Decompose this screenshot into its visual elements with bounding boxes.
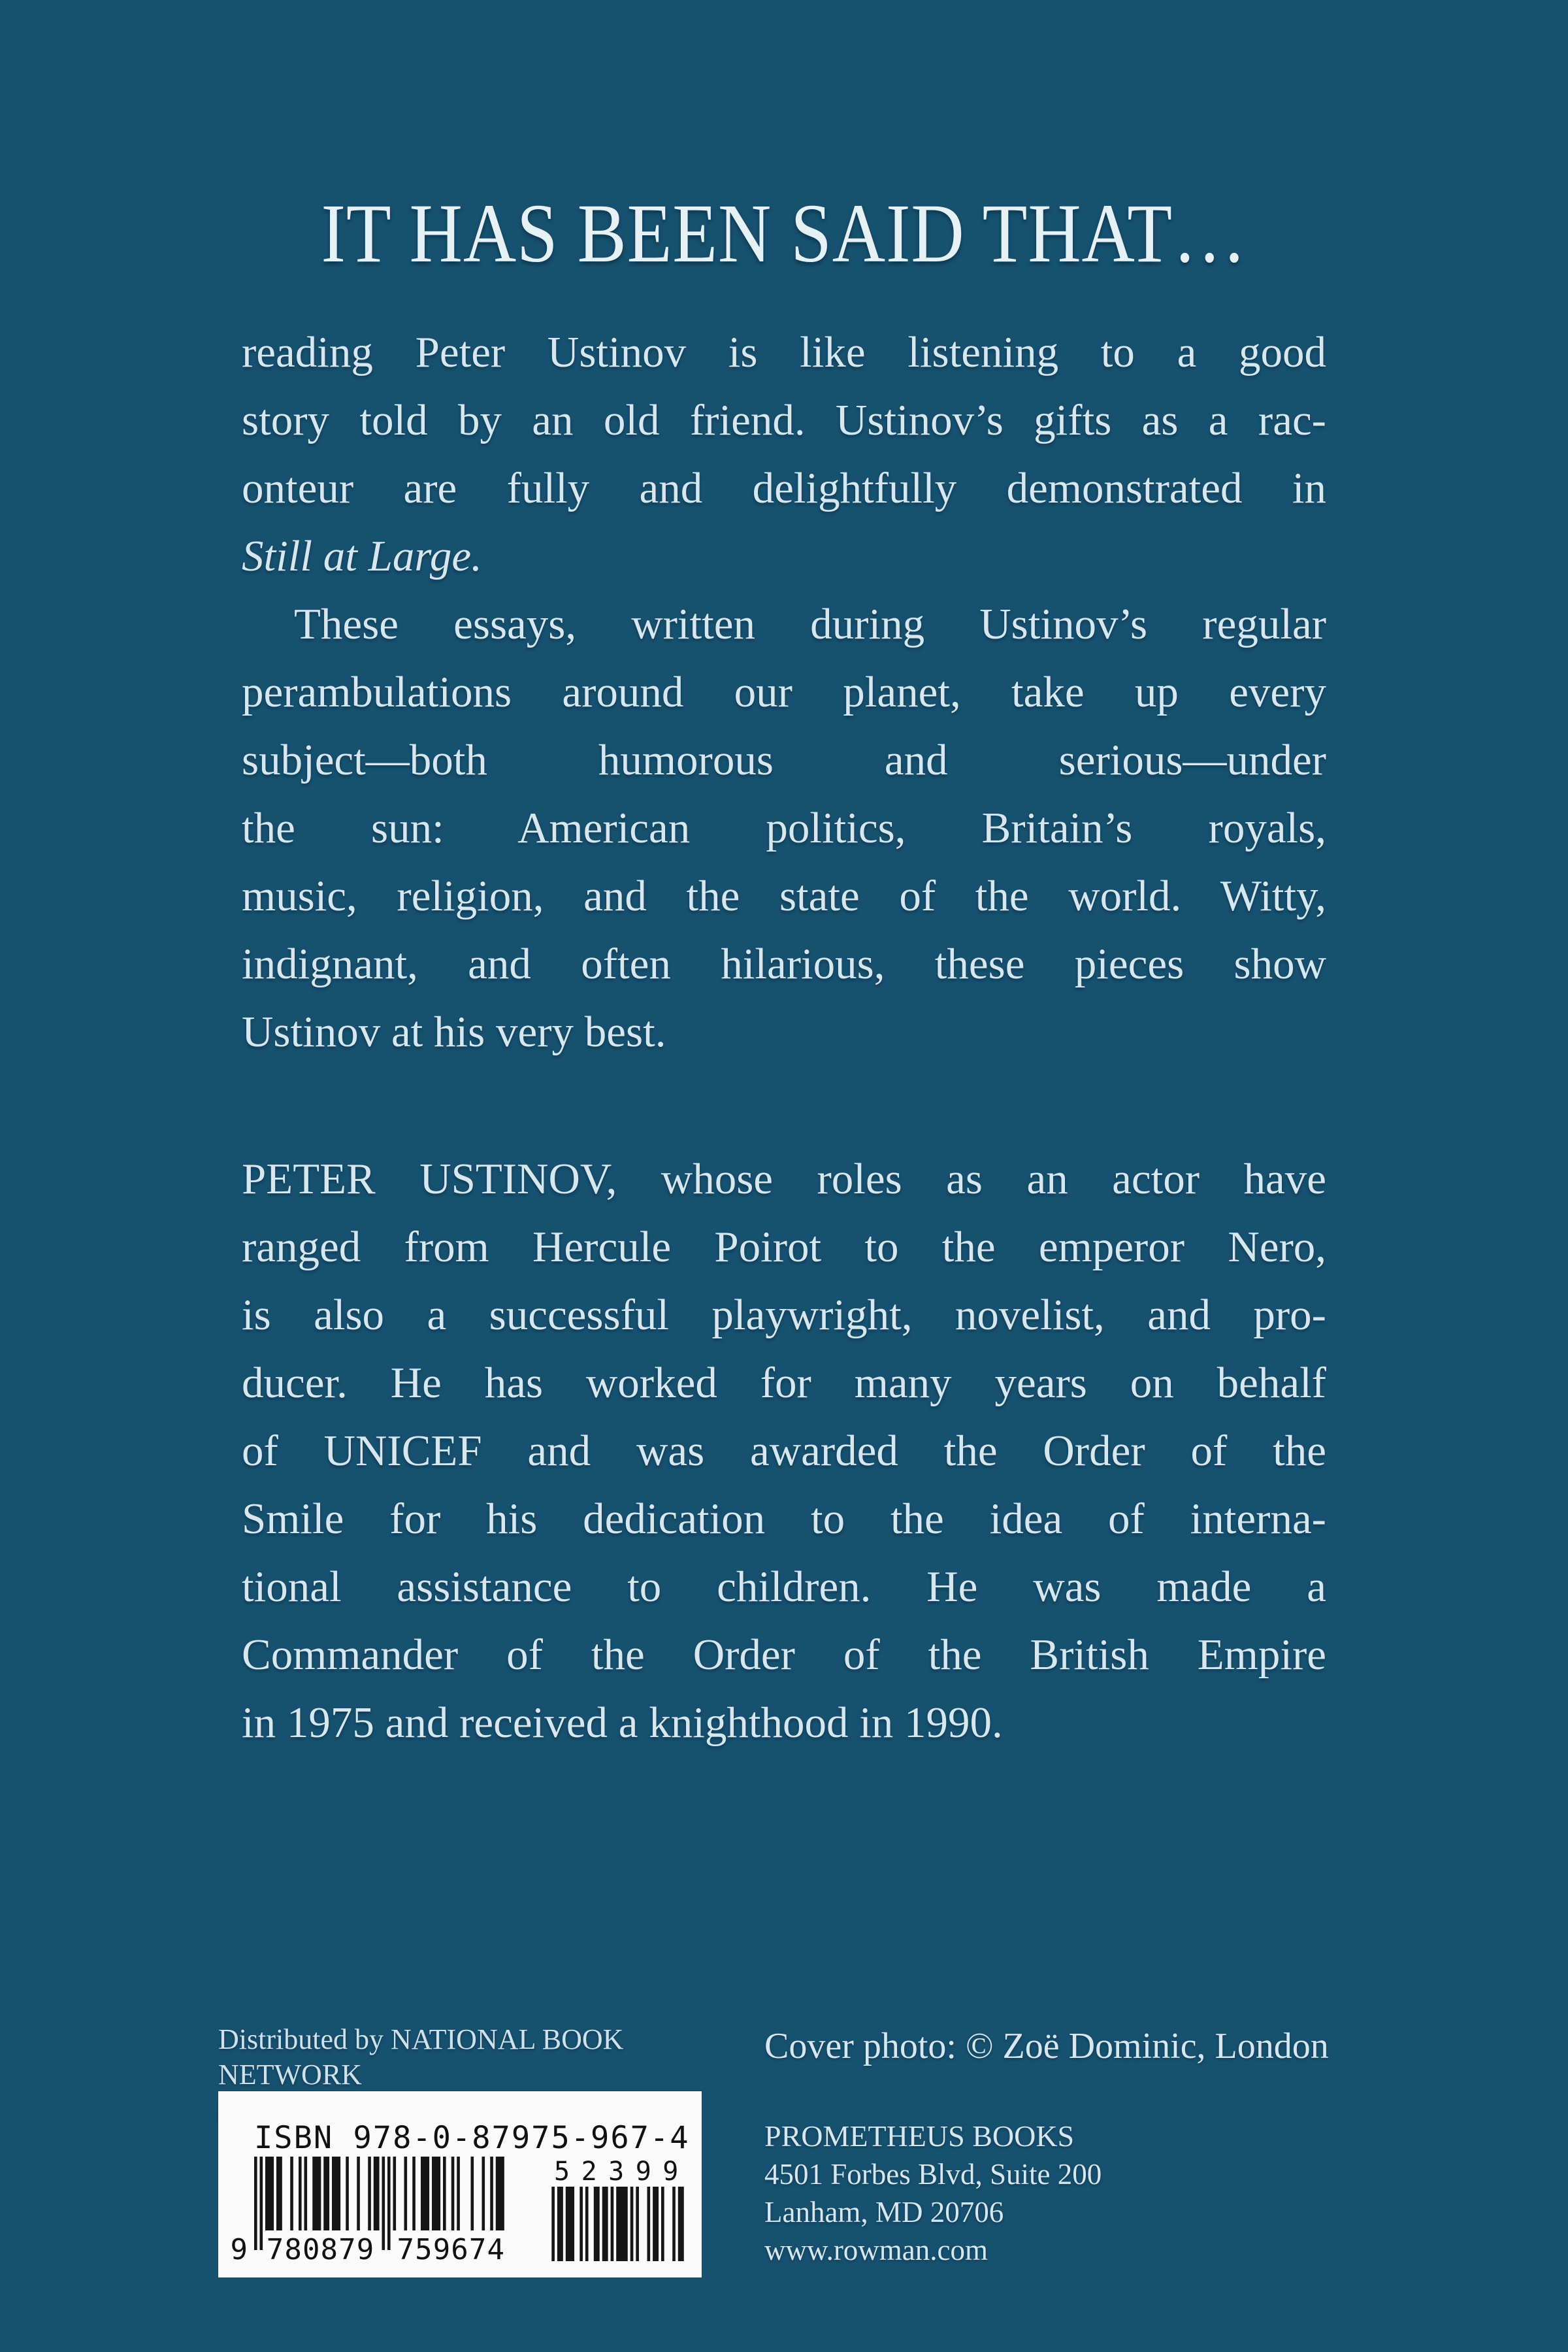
blurb-paragraph	[242, 590, 1326, 1066]
bio-line: is also a successful playwright, novelist, and pro-	[242, 1291, 1326, 1339]
bio-line: of UNICEF and was awarded the Order of the	[242, 1427, 1326, 1475]
cover-photo-credit: Cover photo: © Zoë Dominic, London	[764, 2026, 1329, 2066]
bio-line: Commander of the Order of the British Empire	[242, 1631, 1326, 1679]
bio-paragraph	[242, 1145, 1326, 1757]
blurb-line: indignant, and often hilarious, these pieces show	[242, 940, 1326, 988]
svg-text:759674: 759674	[397, 2233, 504, 2264]
isbn-label: ISBN 978-0-87975-967-4	[254, 2120, 690, 2156]
blurb-line: subject—both humorous and serious—under	[242, 736, 1326, 784]
blurb-line: These essays, written during Ustinov’s regular	[294, 600, 1326, 648]
svg-text:5 2 3 9 9: 5 2 3 9 9	[554, 2157, 679, 2187]
bio-line: ranged from Hercule Poirot to the emperor Nero,	[242, 1223, 1326, 1271]
svg-text:780879: 780879	[266, 2233, 374, 2264]
credits-column	[764, 2025, 1483, 2269]
svg-text:9: 9	[230, 2233, 248, 2264]
blurb-line: onteur are fully and delightfully demonstrated in	[242, 464, 1326, 512]
blurb-line: the sun: American politics, Britain’s royals,	[242, 804, 1326, 852]
bio-line: PETER USTINOV, whose roles as an actor have	[242, 1155, 1326, 1203]
publisher-block	[764, 2117, 1483, 2269]
publisher-name: PROMETHEUS BOOKS	[764, 2119, 1075, 2153]
blurb-paragraph	[242, 318, 1326, 590]
blurb-line: Ustinov at his very best.	[242, 1008, 666, 1056]
headline: IT HAS BEEN SAID THAT…	[321, 187, 1247, 280]
publisher-address-line1: 4501 Forbes Blvd, Suite 200	[764, 2158, 1102, 2191]
bio-line: tional assistance to children. He was made a	[242, 1563, 1326, 1611]
ean13-barcode	[230, 2157, 531, 2264]
author-bio-text	[242, 1145, 1326, 1757]
blurb-line: reading Peter Ustinov is like listening to a good	[242, 328, 1326, 376]
distribution-line: Distributed by NATIONAL BOOK NETWORK	[218, 2023, 624, 2091]
blurb-text	[242, 318, 1326, 1066]
bio-line: ducer. He has worked for many years on behalf	[242, 1359, 1326, 1407]
blurb-line: Still at Large.	[242, 532, 482, 580]
blurb-line: story told by an old friend. Ustinov’s gifts as a rac-	[242, 396, 1326, 444]
bio-line: in 1975 and received a knighthood in 1990.	[242, 1698, 1003, 1747]
supplement-barcode	[549, 2157, 689, 2264]
publisher-website: www.rowman.com	[764, 2234, 988, 2266]
blurb-line: music, religion, and the state of the world. Witty,	[242, 872, 1326, 920]
barcode-box	[218, 2091, 702, 2277]
bio-line: Smile for his dedication to the idea of interna-	[242, 1495, 1326, 1543]
publisher-address-line2: Lanham, MD 20706	[764, 2196, 1004, 2228]
blurb-line: perambulations around our planet, take up every	[242, 668, 1326, 716]
